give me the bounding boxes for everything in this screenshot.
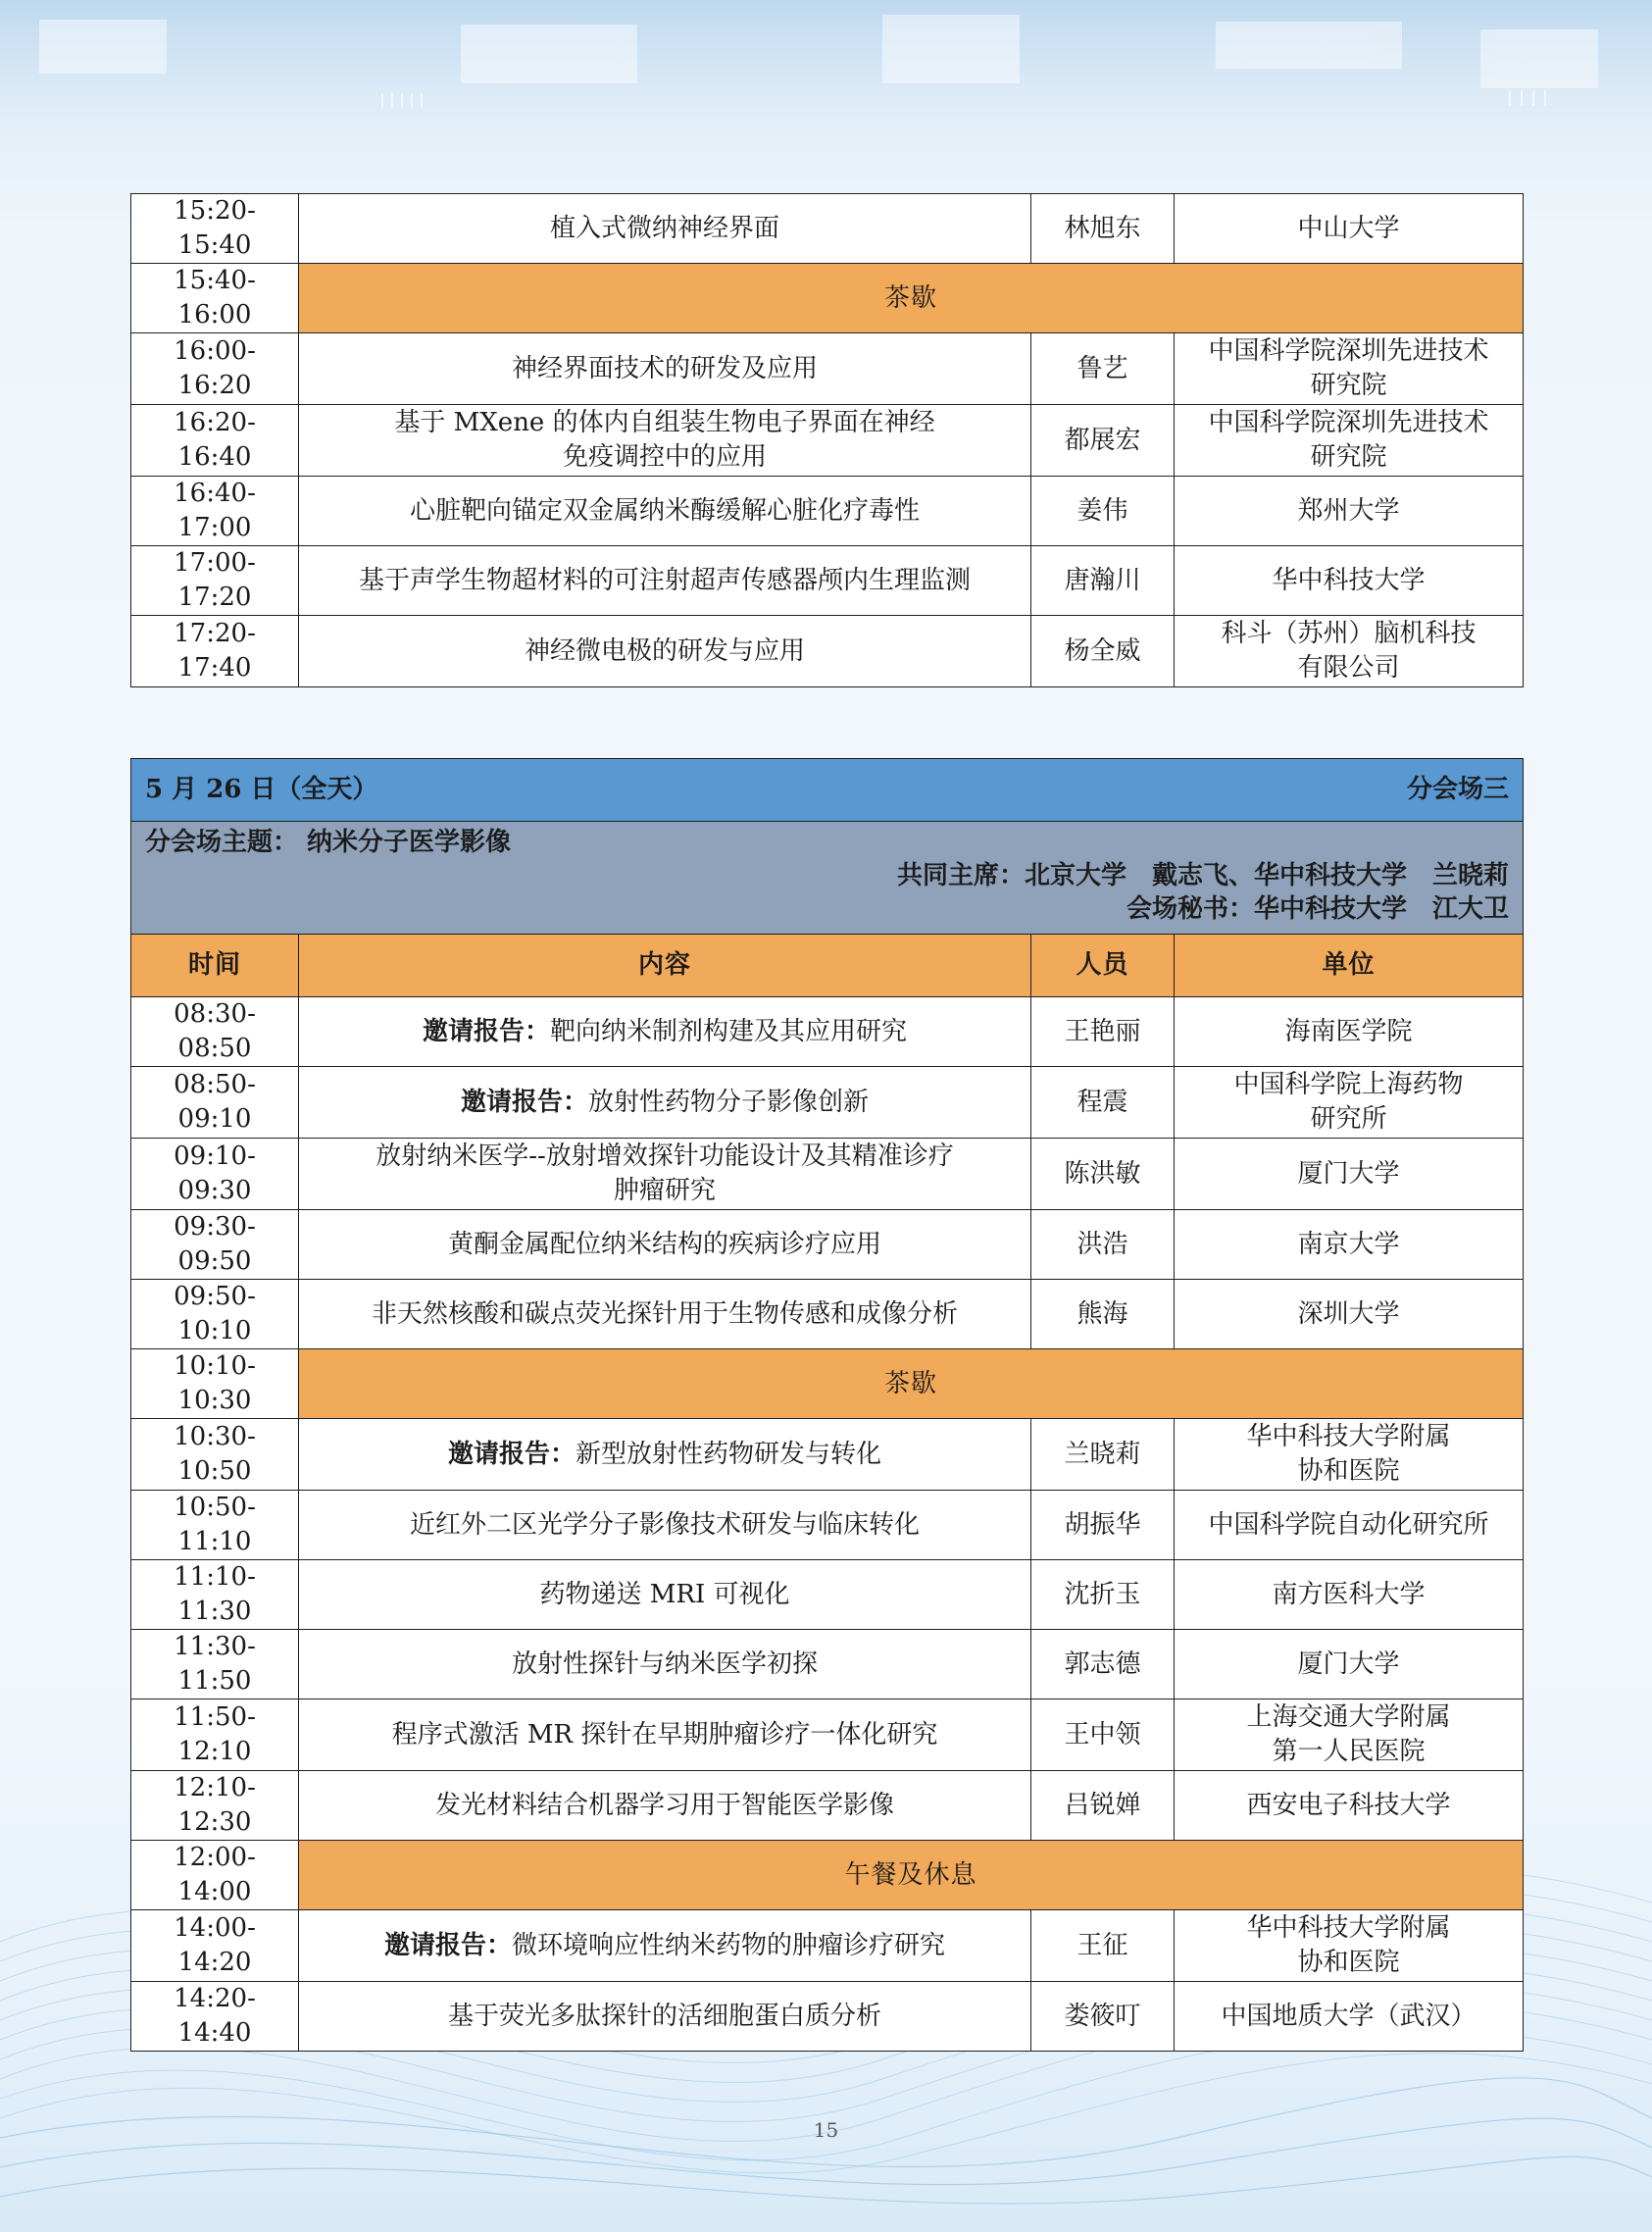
person-cell: 熊海 xyxy=(1031,1280,1175,1349)
unit-line: 协和医院 xyxy=(1297,1456,1400,1486)
content-line: 基于 MXene 的体内自组装生物电子界面在神经 xyxy=(394,408,935,437)
page-number: 15 xyxy=(813,2118,839,2142)
person-cell: 胡振华 xyxy=(1031,1491,1175,1560)
table-row xyxy=(131,1067,1524,1139)
person-cell: 杨全威 xyxy=(1031,616,1175,687)
break-cell: 午餐及休息 xyxy=(299,1841,1524,1910)
time-cell: 11:50-12:10 xyxy=(131,1699,299,1771)
content-line: 黄酮金属配位纳米结构的疾病诊疗应用 xyxy=(447,1229,881,1259)
content-line: 近红外二区光学分子影像技术研发与临床转化 xyxy=(409,1509,920,1540)
content-line: 新型放射性药物研发与转化 xyxy=(576,1439,882,1469)
content-line: 基于荧光多肽探针的活细胞蛋白质分析 xyxy=(447,2001,881,2031)
person-cell: 沈折玉 xyxy=(1031,1560,1175,1630)
table-row xyxy=(131,1982,1524,2052)
content-cell xyxy=(299,1280,1031,1349)
unit-line: 中国科学院上海药物 xyxy=(1233,1070,1464,1099)
person-cell: 都展宏 xyxy=(1031,405,1175,477)
content-line: 肿瘤研究 xyxy=(613,1176,716,1205)
content-cell xyxy=(299,1630,1031,1699)
time-cell: 08:30-08:50 xyxy=(131,997,299,1067)
content-line: 药物递送 MRI 可视化 xyxy=(539,1579,790,1609)
content-cell xyxy=(299,1560,1031,1630)
table-row xyxy=(131,997,1524,1067)
header-content: 内容 xyxy=(299,935,1031,997)
person-cell: 林旭东 xyxy=(1031,194,1175,264)
unit-cell xyxy=(1175,1280,1524,1349)
session-theme-block xyxy=(131,822,1524,935)
session-banner xyxy=(131,759,1524,822)
person-cell: 洪浩 xyxy=(1031,1210,1175,1280)
content-line: 神经微电极的研发与应用 xyxy=(524,635,805,666)
person-cell: 姜伟 xyxy=(1031,477,1175,546)
content-line: 免疫调控中的应用 xyxy=(562,442,767,472)
content-line: 心脏靶向锚定双金属纳米酶缓解心脏化疗毒性 xyxy=(409,495,920,526)
unit-line: 中国地质大学（武汉） xyxy=(1221,2001,1477,2031)
time-cell: 15:40-16:00 xyxy=(131,264,299,333)
content-cell xyxy=(299,1419,1031,1491)
unit-line: 厦门大学 xyxy=(1297,1649,1400,1679)
time-cell: 09:30-09:50 xyxy=(131,1210,299,1280)
unit-line: 郑州大学 xyxy=(1297,495,1400,526)
person-cell: 鲁艺 xyxy=(1031,333,1175,405)
content-cell xyxy=(299,616,1031,687)
time-cell: 11:10-11:30 xyxy=(131,1560,299,1630)
time-cell: 10:10-10:30 xyxy=(131,1349,299,1419)
unit-line: 厦门大学 xyxy=(1297,1158,1400,1189)
time-cell: 11:30-11:50 xyxy=(131,1630,299,1699)
unit-cell xyxy=(1175,1910,1524,1982)
unit-line: 研究院 xyxy=(1310,371,1387,400)
invited-label: 邀请报告： xyxy=(460,1087,588,1117)
time-cell: 12:00-14:00 xyxy=(131,1841,299,1910)
person-cell: 唐瀚川 xyxy=(1031,546,1175,616)
unit-line: 研究所 xyxy=(1310,1104,1387,1134)
content-cell xyxy=(299,1139,1031,1210)
table-row xyxy=(131,1280,1524,1349)
time-cell: 16:00-16:20 xyxy=(131,333,299,405)
invited-label: 邀请报告： xyxy=(422,1016,550,1046)
unit-cell xyxy=(1175,333,1524,405)
table-row xyxy=(131,477,1524,546)
content-line: 发光材料结合机器学习用于智能医学影像 xyxy=(434,1790,894,1820)
content-line: 神经界面技术的研发及应用 xyxy=(511,353,818,383)
unit-cell xyxy=(1175,1210,1524,1280)
time-cell: 09:50-10:10 xyxy=(131,1280,299,1349)
table-row-break xyxy=(131,1349,1524,1419)
break-cell: 茶歇 xyxy=(299,1349,1524,1419)
time-cell: 17:20-17:40 xyxy=(131,616,299,687)
time-cell: 16:20-16:40 xyxy=(131,405,299,477)
break-cell: 茶歇 xyxy=(299,264,1524,333)
unit-line: 协和医院 xyxy=(1297,1948,1400,1977)
unit-cell xyxy=(1175,1491,1524,1560)
content-cell xyxy=(299,1771,1031,1841)
person-cell: 吕锐婵 xyxy=(1031,1771,1175,1841)
time-cell: 14:20-14:40 xyxy=(131,1982,299,2052)
session-secretary: 会场秘书：华中科技大学 江大卫 xyxy=(1126,894,1510,924)
person-cell: 兰晓莉 xyxy=(1031,1419,1175,1491)
unit-line: 南方医科大学 xyxy=(1272,1579,1426,1609)
person-cell: 娄筱叮 xyxy=(1031,1982,1175,2052)
unit-line: 科斗（苏州）脑机科技 xyxy=(1221,619,1477,648)
unit-line: 深圳大学 xyxy=(1297,1298,1400,1329)
time-cell: 08:50-09:10 xyxy=(131,1067,299,1139)
content-cell xyxy=(299,546,1031,616)
content-cell xyxy=(299,1910,1031,1982)
table-row-break xyxy=(131,1841,1524,1910)
person-cell: 王征 xyxy=(1031,1910,1175,1982)
content-line: 放射纳米医学--放射增效探针功能设计及其精准诊疗 xyxy=(375,1141,954,1171)
content-line: 程序式激活 MR 探针在早期肿瘤诊疗一体化研究 xyxy=(391,1719,938,1750)
person-cell: 王艳丽 xyxy=(1031,997,1175,1067)
unit-cell xyxy=(1175,1139,1524,1210)
content-line: 基于声学生物超材料的可注射超声传感器颅内生理监测 xyxy=(358,565,971,595)
session-three-schedule-table xyxy=(130,758,1524,2052)
table-row xyxy=(131,1771,1524,1841)
header-unit: 单位 xyxy=(1175,935,1524,997)
unit-cell xyxy=(1175,546,1524,616)
table-row xyxy=(131,616,1524,687)
unit-cell xyxy=(1175,616,1524,687)
unit-line: 第一人民医院 xyxy=(1272,1737,1426,1766)
table-row xyxy=(131,1419,1524,1491)
unit-line: 南京大学 xyxy=(1297,1229,1400,1259)
unit-cell xyxy=(1175,194,1524,264)
content-cell xyxy=(299,1982,1031,2052)
table-row xyxy=(131,546,1524,616)
session-date: 5 月 26 日（全天） xyxy=(145,775,378,804)
table-header-row xyxy=(131,935,1524,997)
time-cell: 14:00-14:20 xyxy=(131,1910,299,1982)
content-cell xyxy=(299,1210,1031,1280)
time-cell: 10:30-10:50 xyxy=(131,1419,299,1491)
person-cell: 王中领 xyxy=(1031,1699,1175,1771)
time-cell: 17:00-17:20 xyxy=(131,546,299,616)
table-row xyxy=(131,1210,1524,1280)
unit-line: 中国科学院深圳先进技术 xyxy=(1208,336,1489,366)
table-row xyxy=(131,194,1524,264)
content-cell xyxy=(299,1491,1031,1560)
session-chairs: 共同主席：北京大学 戴志飞、华中科技大学 兰晓莉 xyxy=(897,861,1510,890)
content-line: 微环境响应性纳米药物的肿瘤诊疗研究 xyxy=(512,1930,946,1960)
content-cell xyxy=(299,477,1031,546)
person-cell: 郭志德 xyxy=(1031,1630,1175,1699)
unit-line: 上海交通大学附属 xyxy=(1246,1702,1451,1732)
unit-line: 海南医学院 xyxy=(1284,1016,1413,1046)
header-person: 人员 xyxy=(1031,935,1175,997)
invited-label: 邀请报告： xyxy=(383,1930,512,1960)
unit-line: 西安电子科技大学 xyxy=(1246,1790,1451,1820)
content-line: 放射性药物分子影像创新 xyxy=(588,1087,870,1117)
content-cell xyxy=(299,333,1031,405)
header-time: 时间 xyxy=(131,935,299,997)
unit-cell xyxy=(1175,405,1524,477)
table-row-break xyxy=(131,264,1524,333)
unit-cell xyxy=(1175,997,1524,1067)
unit-cell xyxy=(1175,477,1524,546)
content-line: 靶向纳米制剂构建及其应用研究 xyxy=(550,1016,908,1046)
time-cell: 12:10-12:30 xyxy=(131,1771,299,1841)
person-cell: 程震 xyxy=(1031,1067,1175,1139)
table-row xyxy=(131,1560,1524,1630)
unit-line: 有限公司 xyxy=(1297,653,1400,683)
table-row xyxy=(131,1491,1524,1560)
unit-cell xyxy=(1175,1560,1524,1630)
content-line: 非天然核酸和碳点荧光探针用于生物传感和成像分析 xyxy=(371,1298,958,1329)
person-cell: 陈洪敏 xyxy=(1031,1139,1175,1210)
unit-line: 研究院 xyxy=(1310,442,1387,472)
content-cell xyxy=(299,194,1031,264)
schedule-table-continued xyxy=(130,193,1524,687)
table-row xyxy=(131,333,1524,405)
unit-cell xyxy=(1175,1771,1524,1841)
content-line: 放射性探针与纳米医学初探 xyxy=(511,1649,818,1679)
time-cell: 16:40-17:00 xyxy=(131,477,299,546)
unit-cell xyxy=(1175,1067,1524,1139)
unit-cell xyxy=(1175,1419,1524,1491)
time-cell: 10:50-11:10 xyxy=(131,1491,299,1560)
unit-cell xyxy=(1175,1699,1524,1771)
unit-line: 华中科技大学附属 xyxy=(1246,1913,1451,1943)
table-row xyxy=(131,1699,1524,1771)
header-tech-pattern xyxy=(0,0,1652,177)
table-row xyxy=(131,1630,1524,1699)
unit-line: 华中科技大学附属 xyxy=(1246,1422,1451,1451)
table-row xyxy=(131,1139,1524,1210)
content-cell xyxy=(299,1699,1031,1771)
invited-label: 邀请报告： xyxy=(447,1439,576,1469)
content-line: 植入式微纳神经界面 xyxy=(549,213,779,243)
time-cell: 09:10-09:30 xyxy=(131,1139,299,1210)
session-theme: 分会场主题： 纳米分子医学影像 xyxy=(145,828,512,857)
unit-line: 华中科技大学 xyxy=(1272,565,1426,595)
unit-line: 中国科学院自动化研究所 xyxy=(1208,1509,1489,1540)
unit-line: 中山大学 xyxy=(1297,213,1400,243)
unit-cell xyxy=(1175,1982,1524,2052)
unit-cell xyxy=(1175,1630,1524,1699)
table-row xyxy=(131,405,1524,477)
unit-line: 中国科学院深圳先进技术 xyxy=(1208,408,1489,437)
table-row xyxy=(131,1910,1524,1982)
content-cell xyxy=(299,405,1031,477)
session-venue: 分会场三 xyxy=(1407,775,1510,804)
content-cell xyxy=(299,997,1031,1067)
time-cell: 15:20-15:40 xyxy=(131,194,299,264)
content-cell xyxy=(299,1067,1031,1139)
